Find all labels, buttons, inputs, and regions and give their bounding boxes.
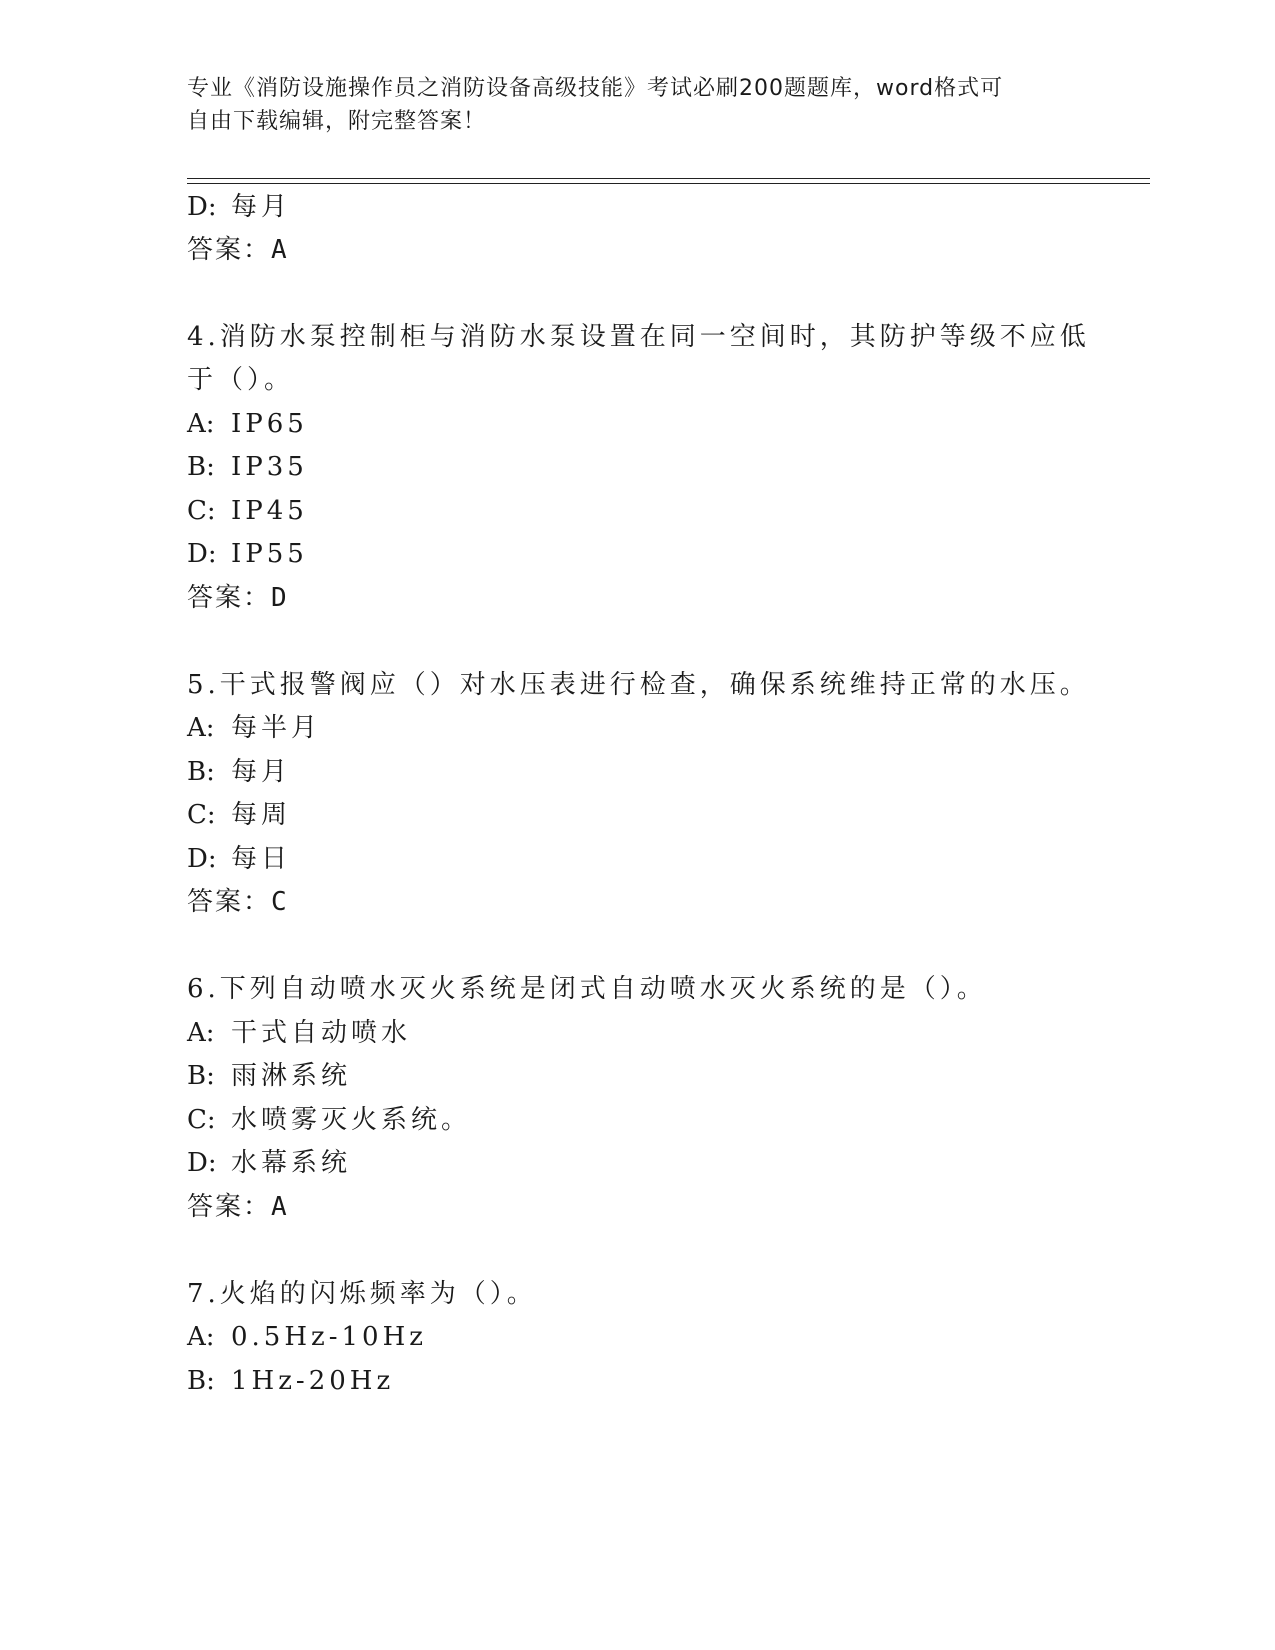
header-rule-bottom [187,183,1150,184]
question-5-option-c [187,798,291,832]
option-text: IP65 [231,409,308,439]
question-5-answer [187,885,289,919]
question-7-option-a [187,1320,427,1354]
answer-value: A [271,1192,289,1222]
header-line-1: 专业《消防设施操作员之消防设备高级技能》考试必刷200题题库，word格式可 [187,76,1004,101]
option-text: 每月 [231,192,292,222]
answer-value: A [271,235,289,265]
option-text: IP45 [231,496,308,526]
question-4-option-a [187,407,308,441]
header-rule-top [187,178,1150,179]
header-line-2: 自由下载编辑，附完整答案！ [187,109,487,134]
option-text: 每半月 [231,713,322,743]
answer-label: 答案： [187,1192,272,1222]
question-6-option-b [187,1059,351,1093]
option-text: IP55 [231,539,308,569]
option-letter: B: [187,757,215,787]
option-text: IP35 [231,452,308,482]
document-header [187,72,1067,138]
option-text: 每月 [231,757,292,787]
option-letter: D: [187,844,217,874]
question-6-answer [187,1190,289,1224]
option-letter: A: [187,1018,215,1048]
question-5-option-b [187,755,291,789]
option-text: 每日 [231,844,292,874]
option-text: 雨淋系统 [231,1061,352,1091]
option-letter: D: [187,192,217,222]
option-text: 0.5Hz-10Hz [231,1322,427,1352]
answer-label: 答案： [187,235,272,265]
question-7-stem: 7.火焰的闪烁频率为（）。 [187,1279,537,1309]
question-7-option-b [187,1364,394,1398]
answer-label: 答案： [187,887,272,917]
question-4-answer [187,581,289,615]
option-letter: B: [187,452,215,482]
question-6-option-a [187,1016,411,1050]
question-4-option-d [187,537,308,571]
answer-value: D [271,583,289,613]
question-4-stem-cont: 于（）。 [187,365,295,395]
question-5-option-a [187,711,321,745]
option-letter: D: [187,539,217,569]
option-letter: B: [187,1061,215,1091]
question-6-option-c [187,1103,471,1137]
question-5-stem: 5.干式报警阀应（）对水压表进行检查，确保系统维持正常的水压。 [187,670,1090,700]
option-d [187,190,291,224]
question-6-option-d [187,1146,351,1180]
answer-value: C [271,887,289,917]
option-text: 水幕系统 [231,1148,352,1178]
option-text: 干式自动喷水 [231,1018,412,1048]
option-letter: A: [187,409,215,439]
question-6-stem: 6.下列自动喷水灭火系统是闭式自动喷水灭火系统的是（）。 [187,974,987,1004]
option-letter: C: [187,800,216,830]
answer-line [187,233,289,267]
question-4-option-b [187,450,308,484]
question-4-stem: 4.消防水泵控制柜与消防水泵设置在同一空间时，其防护等级不应低 [187,322,1090,352]
option-text: 每周 [231,800,292,830]
option-letter: C: [187,496,216,526]
answer-label: 答案： [187,583,272,613]
option-text: 水喷雾灭火系统。 [231,1105,472,1135]
option-letter: A: [187,1322,215,1352]
option-letter: B: [187,1366,215,1396]
option-letter: D: [187,1148,217,1178]
option-letter: A: [187,713,215,743]
question-4-option-c [187,494,308,528]
option-text: 1Hz-20Hz [231,1366,395,1396]
option-letter: C: [187,1105,216,1135]
question-5-option-d [187,842,291,876]
